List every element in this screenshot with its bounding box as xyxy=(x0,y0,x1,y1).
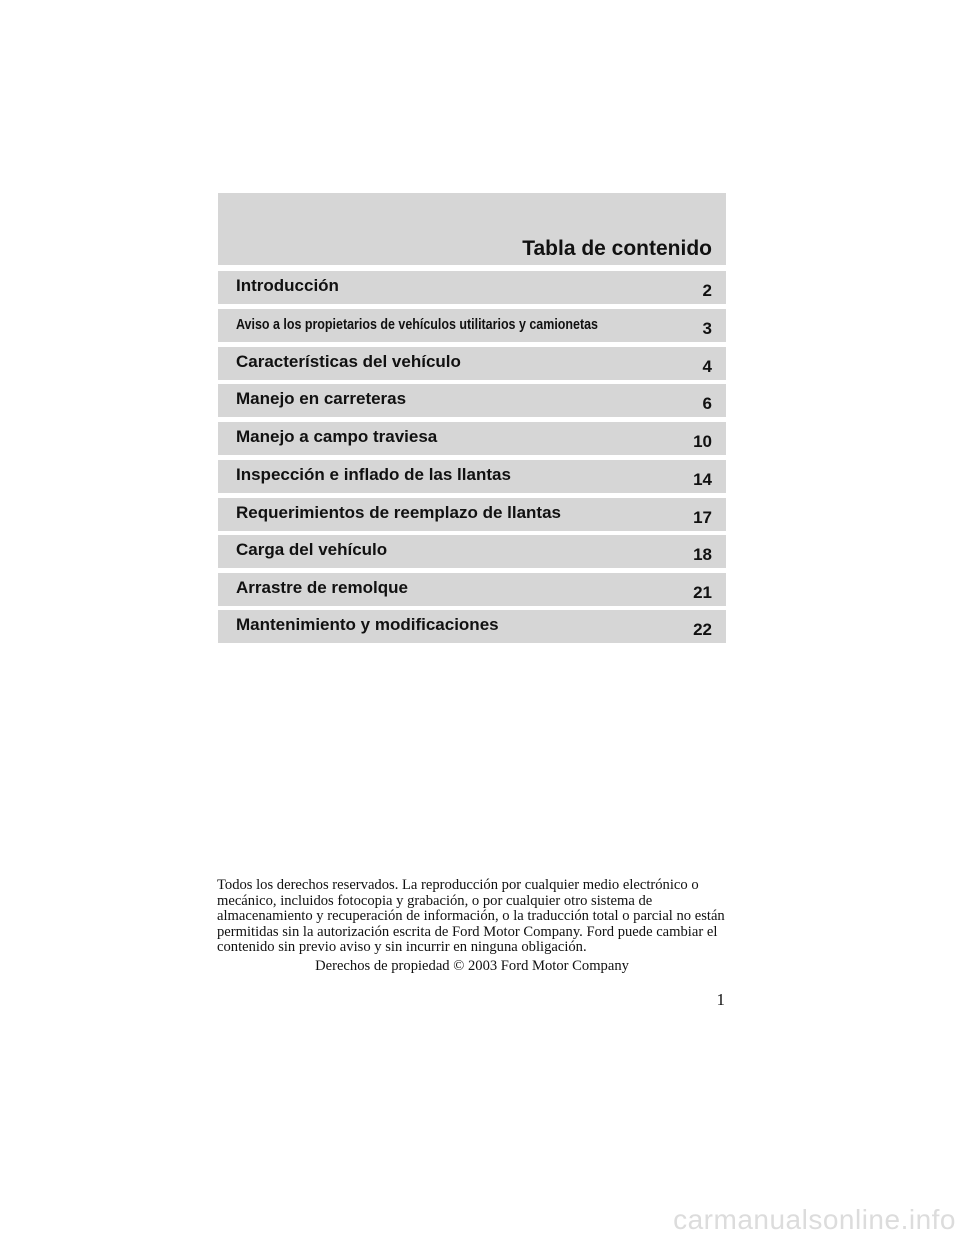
toc-entry-label: Manejo a campo traviesa xyxy=(236,427,438,446)
toc-entry-label: Carga del vehículo xyxy=(236,540,388,559)
toc-entry-carga-vehiculo[interactable] xyxy=(218,535,726,568)
toc-entry-label: Mantenimiento y modificaciones xyxy=(236,615,499,634)
toc-entry-page: 18 xyxy=(693,545,712,564)
legal-notice: Todos los derechos reservados. La reproducción por cualquier medio electrónico o mecánico, incluidos fotocopia y grabación, o por cualquier otro sistema de almacenamiento y recuperación de información, o la traducción total o parcial no están permitidas sin la autorización escrita de Ford Motor Company. Ford puede cambiar el contenido sin previo aviso y sin incurrir en ninguna obligación. xyxy=(217,877,725,955)
toc-entry-label: Aviso a los propietarios de vehículos utilitarios y camionetas xyxy=(236,317,598,333)
toc-entry-page: 22 xyxy=(693,620,712,639)
toc-entry-label: Manejo en carreteras xyxy=(236,389,407,408)
toc-entry-page: 3 xyxy=(702,319,712,338)
watermark: carmanualsonline.info xyxy=(673,1204,956,1235)
toc-entry-label: Introducción xyxy=(236,276,339,295)
toc-title: Tabla de contenido xyxy=(522,237,712,260)
toc-entry-label: Arrastre de remolque xyxy=(236,578,408,597)
toc-entry-mantenimiento[interactable] xyxy=(218,610,726,643)
toc-entry-inspeccion-llantas[interactable] xyxy=(218,460,726,493)
toc-entry-introduccion[interactable] xyxy=(218,271,726,304)
toc-header xyxy=(218,193,726,265)
toc-entry-aviso-propietarios[interactable] xyxy=(218,309,726,342)
toc-entry-page: 10 xyxy=(693,432,712,451)
toc-entry-label: Características del vehículo xyxy=(236,352,461,371)
toc-entry-manejo-carreteras[interactable] xyxy=(218,384,726,417)
toc-entry-page: 4 xyxy=(702,357,712,376)
page-number: 1 xyxy=(716,990,725,1009)
toc-entry-arrastre-remolque[interactable] xyxy=(218,573,726,606)
toc-entry-page: 17 xyxy=(693,508,712,527)
copyright-line: Derechos de propiedad © 2003 Ford Motor Company xyxy=(315,958,629,974)
toc-entry-page: 14 xyxy=(693,470,712,489)
toc-entry-reemplazo-llantas[interactable] xyxy=(218,498,726,531)
toc-entry-manejo-campo-traviesa[interactable] xyxy=(218,422,726,455)
toc-entry-caracteristicas[interactable] xyxy=(218,347,726,380)
toc-entry-page: 6 xyxy=(702,394,712,413)
toc-entry-page: 2 xyxy=(702,281,712,300)
toc-entry-label: Inspección e inflado de las llantas xyxy=(236,465,511,484)
toc-entry-label: Requerimientos de reemplazo de llantas xyxy=(236,503,561,522)
toc-entry-page: 21 xyxy=(693,583,712,602)
